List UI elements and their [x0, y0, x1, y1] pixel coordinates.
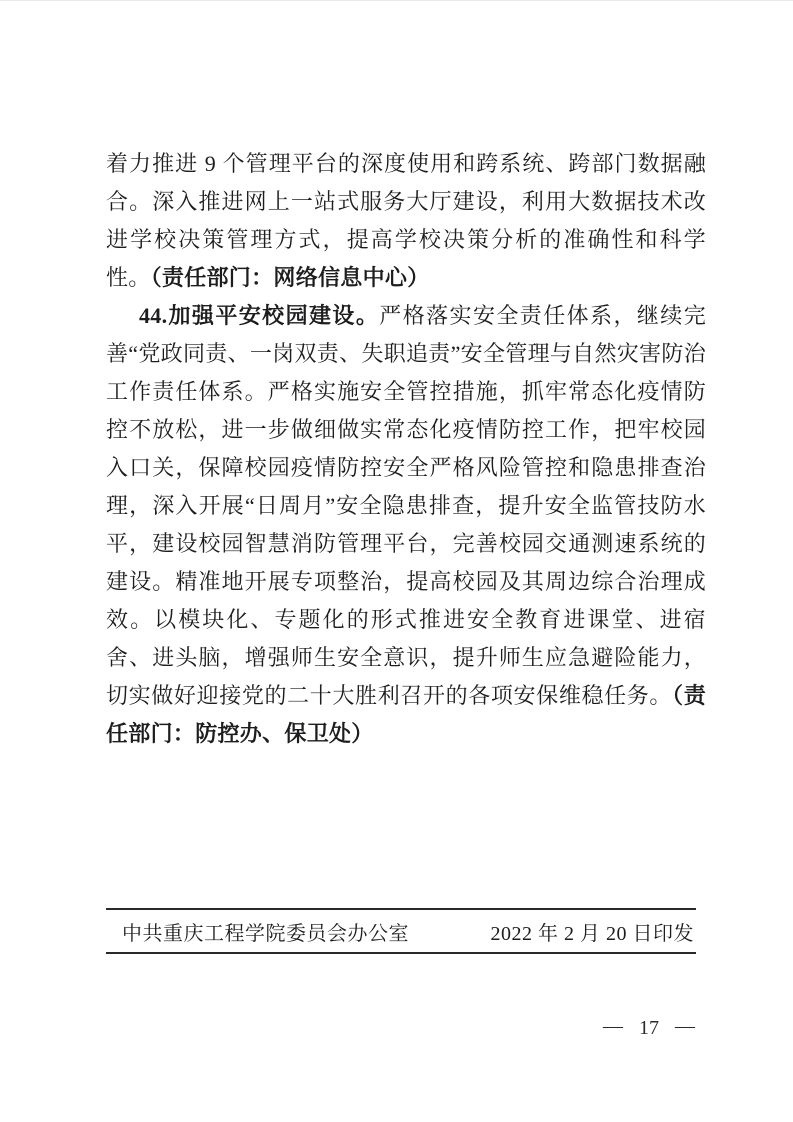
- paragraph-44-heading: 44.加强平安校园建设。: [139, 303, 380, 328]
- paragraph-43-responsible-department: （责任部门：网络信息中心）: [150, 265, 430, 290]
- footer-bottom-rule: [106, 952, 696, 954]
- document-body: [106, 145, 706, 753]
- document-footer: [106, 908, 696, 954]
- paragraph-44-body-text: 严格落实安全责任体系，继续完善“党政同责、一岗双责、失职追责”安全管理与自然灾害防治工作责任体系。严格实施安全管控措施，抓牢常态化疫情防控不放松，进一步做细做实常态化疫情防控工作，把牢校园入口关，保障校园疫情防控安全严格风险管控和隐患排查治理，深入开展“日周月”安全隐患排查，提升安全监管技防水平，建设校园智慧消防管理平台，完善校园交通测速系统的建设。精准地开展专项整治，提高校园及其周边综合治理成效。以模块化、专题化的形式推进安全教育进课堂、进宿舍、进头脑，增强师生安全意识，提升师生应急避险能力，切实做好迎接党的二十大胜利召开的各项安保维稳任务。: [106, 303, 707, 708]
- page-number: [603, 1017, 695, 1040]
- issuing-office: 中共重庆工程学院委员会办公室: [122, 922, 409, 945]
- paragraph-43-body-text: 着力推进 9 个管理平台的深度使用和跨系统、跨部门数据融合。深入推进网上一站式服务大厅建设，利用大数据技术改进学校决策管理方式，提高学校决策分析的准确性和科学性。: [106, 151, 706, 290]
- print-date: 2022 年 2 月 20 日印发: [490, 922, 694, 945]
- footer-row: [106, 910, 696, 952]
- paragraph-43-continuation: [106, 145, 706, 297]
- paragraph-44-responsible-department: （责任部门：防控办、保卫处）: [106, 683, 706, 746]
- page-number-right-dash: —: [675, 1015, 695, 1037]
- paragraph-44: [106, 297, 706, 753]
- page-number-left-dash: —: [603, 1015, 623, 1037]
- page-number-value: 17: [639, 1017, 659, 1039]
